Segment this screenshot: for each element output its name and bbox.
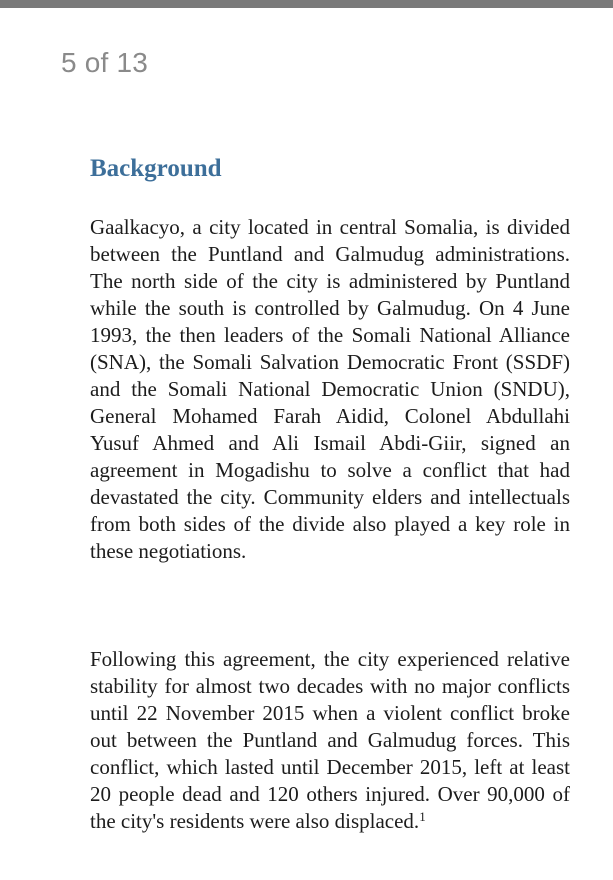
paragraph-1-text: Gaalkacyo, a city located in central Somalia, is divided between the Puntland and Galmudug administrations. The north side of the city is administered by Puntland while the south is controlled by Galmudug. On 4 June 1993, the then leaders of the Somali National Alliance (SNA), the Somali Salvation Democratic Front (SSDF) and the Somali National Democratic Union (SNDU), General Mohamed Farah Aidid, Colonel Abdullahi Yusuf Ahmed and Ali Ismail Abdi-Giir, signed an agreement in Mogadishu to solve a conflict that had devastated the city. Community elders and intellectuals from both sides of the divide also played a key role in these negotiations. — [90, 215, 570, 563]
paragraph-2-text: Following this agreement, the city experienced relative stability for almost two decades with no major conflicts until 22 November 2015 when a violent conflict broke out between the Puntland and Galmudug forces. This conflict, which lasted until December 2015, left at least 20 people dead and 120 others injured. Over 90,000 of the city's residents were also displaced. — [90, 647, 570, 833]
paragraph-2 — [90, 646, 570, 835]
footnote-reference[interactable]: 1 — [419, 809, 426, 824]
section-heading: Background — [90, 155, 222, 182]
page-indicator: 5 of 13 — [61, 47, 149, 78]
top-bar — [0, 0, 613, 8]
paragraph-1 — [90, 214, 570, 565]
